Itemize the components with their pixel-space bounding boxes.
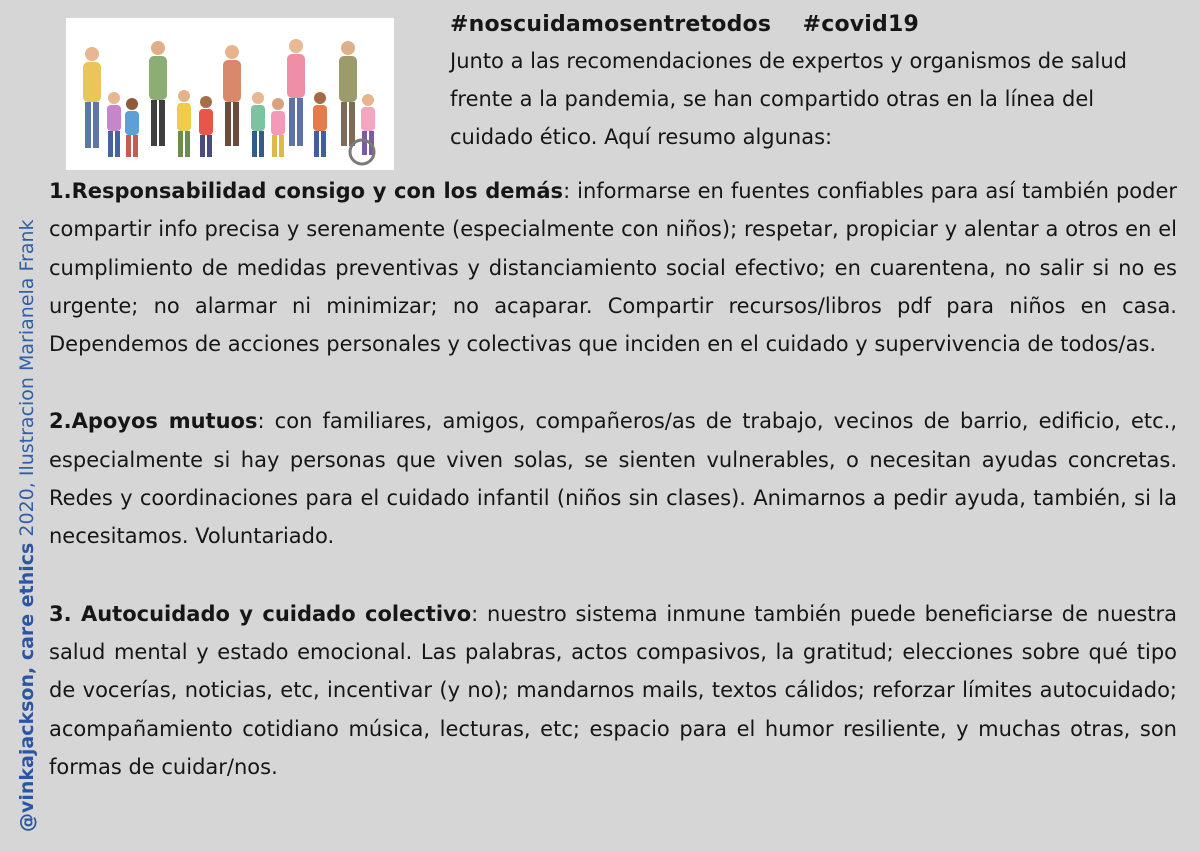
- credit-details: 2020, Ilustracion Marianela Frank: [16, 219, 38, 543]
- section-2: [49, 402, 1177, 555]
- section-1-body: : informarse en fuentes confiables para así también poder compartir info precisa y serenamente (especialmente con niños); respetar, propiciar y alentar a otros en el cumplimiento de medidas preventivas y distanciamiento social efectivo; en cuarentena, no salir si no es urgente; no alarmar ni minimizar; no acaparar. Compartir recursos/libros pdf para niños en casa. Dependemos de acciones personales y colectivas que inciden en el cuidado y supervivencia de todos/as.: [49, 179, 1178, 357]
- section-2-title: 2.Apoyos mutuos: [49, 409, 258, 434]
- section-3-title: 3. Autocuidado y cuidado colectivo: [49, 601, 472, 626]
- header-block: [450, 8, 1180, 156]
- credit-author: @vinkajackson, care ethics: [16, 542, 38, 832]
- section-3-body: : nuestro sistema inmune también puede beneficiarse de nuestra salud mental y estado emocional. Las palabras, actos compasivos, la gratitud; elecciones sobre qué tipo de vocerías, noticias, etc, incentivar (y no); mandarnos mails, textos cálidos; reforzar límites autocuidado; acompañamiento cotidiano música, lecturas, etc; espacio para el humor resiliente, y muchas otras, son formas de cuidar/nos.: [49, 601, 1177, 779]
- intro-text: Junto a las recomendaciones de expertos y organismos de salud frente a la pandemia, se han compartido otras en la línea del cuidado ético. Aquí resumo algunas:: [450, 49, 1127, 149]
- section-3: [49, 595, 1177, 786]
- section-1-title: 1.Responsabilidad consigo y con los demás: [49, 179, 564, 203]
- section-2-body: : con familiares, amigos, compañeros/as de trabajo, vecinos de barrio, edificio, etc., especialmente si hay personas que viven solas, se sienten vulnerables, o necesitan ayudas concretas. Redes y coordinaciones para el cuidado infantil (niños sin clases). Animarnos a pedir ayuda, también, si la necesitamos. Voluntariado.: [49, 409, 1177, 549]
- group-of-people-illustration: [66, 18, 394, 170]
- section-1: [49, 172, 1177, 363]
- main-content: [49, 172, 1177, 786]
- hashtags: #noscuidamosentretodos #covid19: [450, 12, 920, 37]
- side-credit: [0, 0, 38, 852]
